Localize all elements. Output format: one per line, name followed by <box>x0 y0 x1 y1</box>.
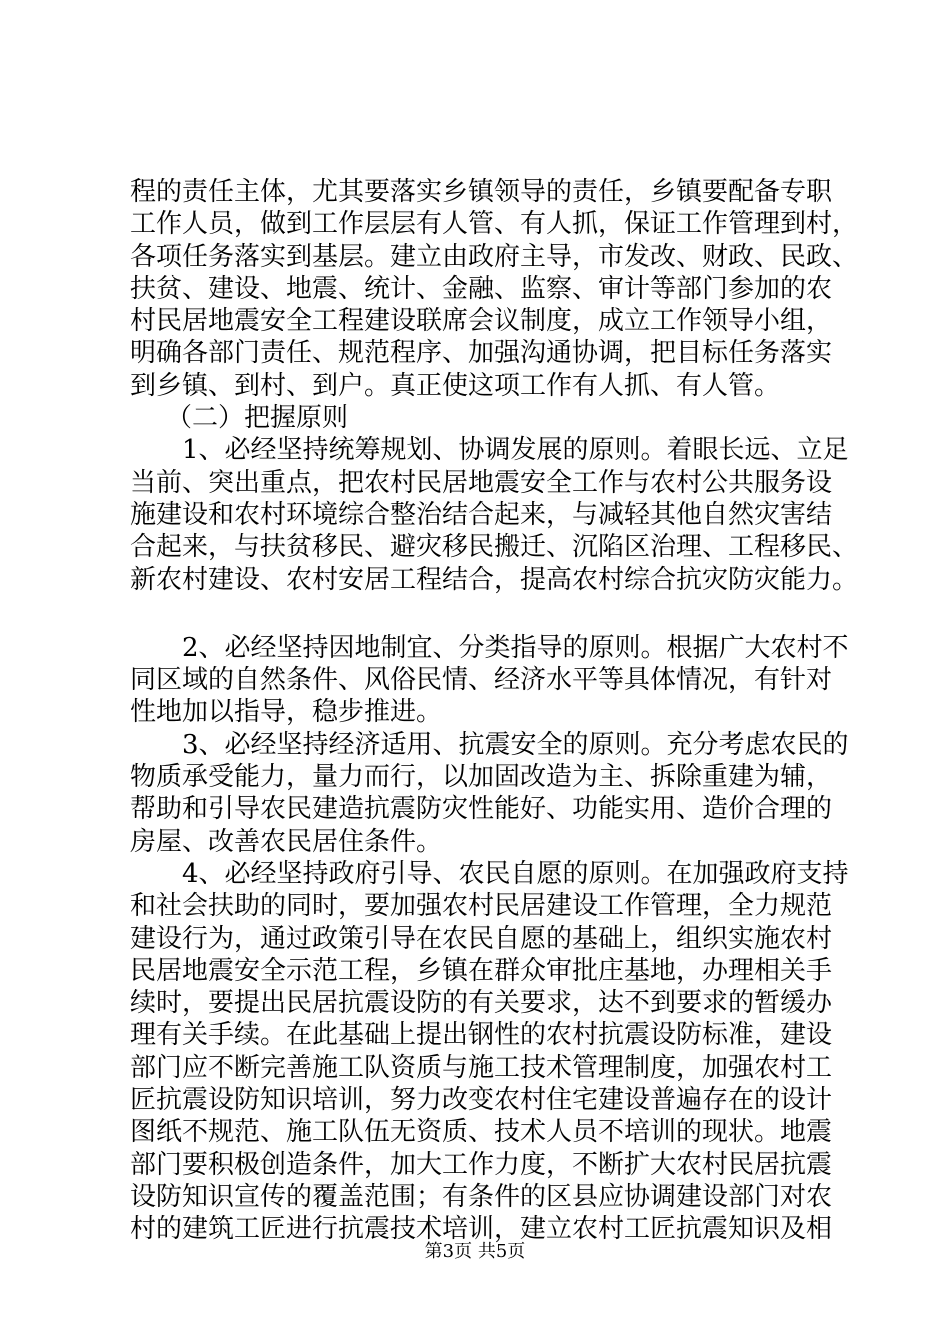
principle-2-paragraph <box>130 632 849 729</box>
text-line: 理有关手续。在此基础上提出钢性的农村抗震设防标准，建设 <box>130 1020 833 1051</box>
text-line: 村的建筑工匠进行抗震技术培训，建立农村工匠抗震知识及相 <box>130 1214 833 1245</box>
text-line: 各项任务落实到基层。建立由政府主导，市发改、财政、民政、 <box>130 241 859 272</box>
text-line: 明确各部门责任、规范程序、加强沟通协调，把目标任务落实 <box>130 338 833 369</box>
text-line: 性地加以指导，稳步推进。 <box>130 697 443 728</box>
text-line: 程的责任主体，尤其要落实乡镇领导的责任，乡镇要配备专职 <box>130 177 833 207</box>
text-line: 部门要积极创造条件，加大工作力度，不断扩大农村民居抗震 <box>130 1149 833 1180</box>
intro-paragraph <box>130 176 859 402</box>
text-line: 3、必经坚持经济适用、抗震安全的原则。充分考虑农民的 <box>182 729 849 760</box>
text-line: 1、必经坚持统筹规划、协调发展的原则。着眼长远、立足 <box>182 435 849 466</box>
text-line: 匠抗震设防知识培训，努力改变农村住宅建设普遍存在的设计 <box>130 1085 833 1116</box>
text-line: 村民居地震安全工程建设联席会议制度，成立工作领导小组， <box>130 306 833 337</box>
paragraph-spacer <box>130 596 830 632</box>
section-heading: （二）把握原则 <box>166 403 349 434</box>
text-line: 设防知识宣传的覆盖范围；有条件的区县应协调建设部门对农 <box>130 1181 833 1212</box>
text-line: 民居地震安全示范工程，乡镇在群众审批庄基地，办理相关手 <box>130 955 833 986</box>
principle-3-paragraph <box>130 729 849 858</box>
text-line: 物质承受能力，量力而行，以加固改造为主、拆除重建为辅， <box>130 762 833 793</box>
text-line: 和社会扶助的同时，要加强农村民居建设工作管理，全力规范 <box>130 891 833 922</box>
text-line: 图纸不规范、施工队伍无资质、技术人员不培训的现状。地震 <box>130 1117 833 1148</box>
text-line: 建设行为，通过政策引导在农民自愿的基础上，组织实施农村 <box>130 923 833 954</box>
document-body <box>130 176 859 1246</box>
text-line: 合起来，与扶贫移民、避灾移民搬迁、沉陷区治理、工程移民、 <box>130 532 859 563</box>
text-line: 当前、突出重点，把农村民居地震安全工作与农村公共服务设 <box>130 467 833 498</box>
text-line: 房屋、改善农民居住条件。 <box>130 826 443 857</box>
text-line: 部门应不断完善施工队资质与施工技术管理制度，加强农村工 <box>130 1052 833 1083</box>
text-line: 2、必经坚持因地制宜、分类指导的原则。根据广大农村不 <box>182 632 849 663</box>
text-line: 扶贫、建设、地震、统计、金融、监察、审计等部门参加的农 <box>130 273 833 304</box>
page-number-footer: 第3页 共5页 <box>424 1241 526 1262</box>
text-line: 新农村建设、农村安居工程结合，提高农村综合抗灾防灾能力。 <box>130 564 859 595</box>
text-line: 续时，要提出民居抗震设防的有关要求，达不到要求的暂缓办 <box>130 988 833 1019</box>
text-line: 到乡镇、到村、到户。真正使这项工作有人抓、有人管。 <box>130 370 781 401</box>
text-line: 帮助和引导农民建造抗震防灾性能好、功能实用、造价合理的 <box>130 794 833 825</box>
text-line: 4、必经坚持政府引导、农民自愿的原则。在加强政府支持 <box>182 858 849 889</box>
text-line: 施建设和农村环境综合整治结合起来，与减轻其他自然灾害结 <box>130 499 833 530</box>
principle-4-paragraph <box>130 858 849 1246</box>
text-line: 工作人员，做到工作层层有人管、有人抓，保证工作管理到村， <box>130 209 859 240</box>
principle-1-paragraph <box>130 434 859 595</box>
text-line: 同区域的自然条件、风俗民情、经济水平等具体情况，有针对 <box>130 665 833 696</box>
